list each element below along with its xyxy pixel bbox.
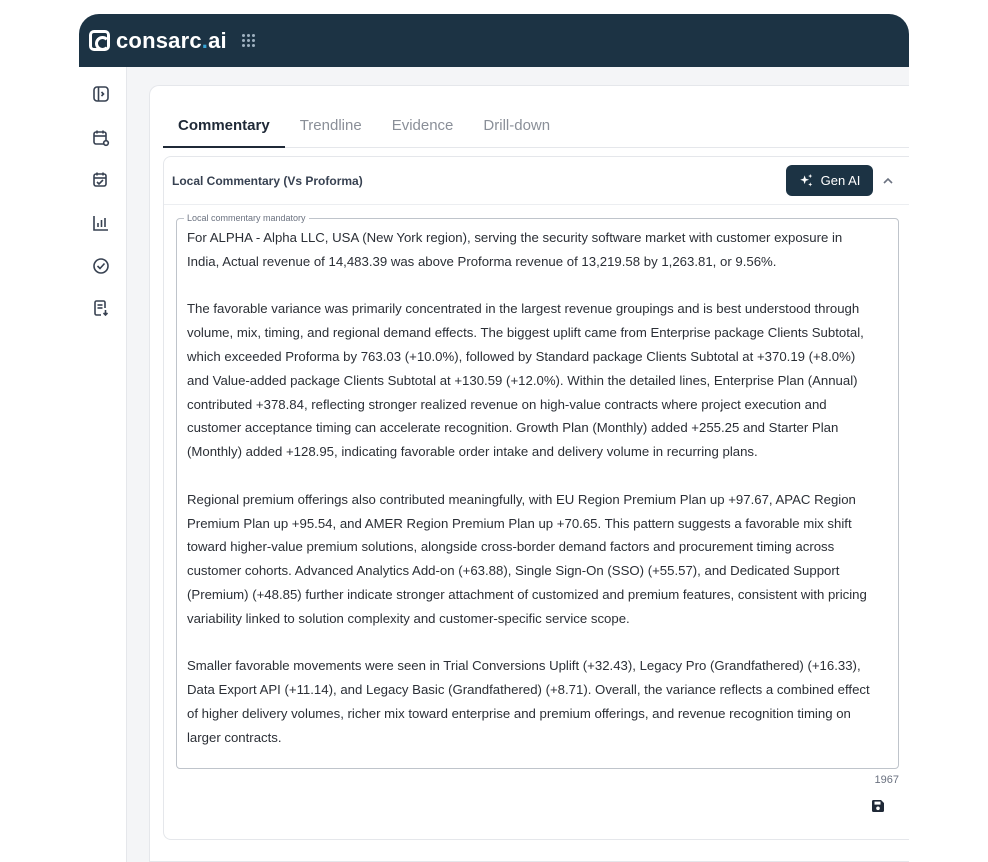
calendar-settings-icon[interactable] bbox=[92, 129, 110, 147]
chevron-up-icon[interactable] bbox=[881, 174, 895, 188]
commentary-paragraph: Regional premium offerings also contributed meaningfully, with EU Region Premium Plan up +97.67, APAC Region Premium Plan up +95.54, and AMER Region Premium Plan up +70.65. This pattern suggests a favorable mix shift toward higher-value premium solutions, alongside cross-border demand factors and procurement timing across customer cohorts. Advanced Analytics Add-on (+63.88), Single Sign-On (SSO) (+55.57), and Dedicated Support (Premium) (+48.85) further indicate stronger attachment of customized and premium features, consistent with pricing variability linked to solution complexity and customer-specific service scope. bbox=[187, 491, 867, 626]
commentary-paragraph: Smaller favorable movements were seen in Trial Conversions Uplift (+32.43), Legacy Pro (Grandfathered) (+16.33), Data Export API (+11.14), and Legacy Basic (Grandfathered) (+8.71). Overall, the variance reflects a combined effect of higher delivery volumes, richer mix toward enterprise and premium offerings, and revenue recognition timing on larger contracts. bbox=[187, 658, 870, 745]
check-circle-icon[interactable] bbox=[92, 257, 110, 275]
commentary-panel bbox=[163, 156, 909, 840]
commentary-text[interactable] bbox=[187, 226, 877, 750]
commentary-textarea[interactable] bbox=[176, 213, 899, 769]
app-window bbox=[79, 14, 909, 862]
bar-chart-icon[interactable] bbox=[92, 214, 110, 232]
save-icon[interactable] bbox=[871, 799, 885, 813]
gen-ai-label: Gen AI bbox=[820, 173, 861, 188]
panel-toggle-icon[interactable] bbox=[92, 85, 110, 103]
sparkle-icon bbox=[799, 173, 814, 188]
field-label: Local commentary mandatory bbox=[184, 213, 309, 224]
top-bar bbox=[79, 14, 909, 67]
tab-evidence[interactable]: Evidence bbox=[391, 117, 454, 134]
brand-name: consarc.ai bbox=[116, 27, 227, 53]
sidebar bbox=[79, 67, 127, 862]
panel-title: Local Commentary (Vs Proforma) bbox=[172, 174, 363, 188]
panel-header[interactable] bbox=[164, 157, 909, 205]
gen-ai-button[interactable] bbox=[786, 165, 873, 196]
commentary-paragraph: The favorable variance was primarily concentrated in the largest revenue groupings and is best understood through volume, mix, timing, and regional demand effects. The biggest uplift came from Enterprise package Clients Subtotal, which exceeded Proforma by 763.03 (+10.0%), followed by Standard package Clients Subtotal at +370.19 (+8.0%) and Value-added package Clients Subtotal at +130.59 (+12.0%). Within the detailed lines, Enterprise Plan (Annual) contributed +378.84, reflecting stronger realized revenue on high-value contracts where project execution and customer acceptance timing can accelerate recognition. Growth Plan (Monthly) added +255.25 and Starter Plan (Monthly) added +128.95, indicating favorable order intake and delivery volume in recurring plans. bbox=[187, 301, 864, 460]
tab-commentary[interactable]: Commentary bbox=[163, 116, 285, 148]
tab-drill-down[interactable]: Drill-down bbox=[483, 117, 551, 134]
main-content bbox=[149, 85, 909, 862]
logo-icon bbox=[89, 30, 110, 51]
character-counter: 1967 bbox=[874, 774, 899, 786]
report-download-icon[interactable] bbox=[92, 299, 110, 317]
brand-logo[interactable] bbox=[89, 28, 227, 54]
apps-grid-icon[interactable] bbox=[242, 34, 255, 47]
commentary-paragraph: For ALPHA - Alpha LLC, USA (New York region), serving the security software market with customer exposure in India, Actual revenue of 14,483.39 was above Proforma revenue of 13,219.58 by 1,263.81, or 9.56%. bbox=[187, 230, 843, 269]
calendar-check-icon[interactable] bbox=[92, 171, 110, 189]
tab-trendline[interactable]: Trendline bbox=[299, 117, 362, 134]
tab-bar bbox=[163, 116, 909, 148]
